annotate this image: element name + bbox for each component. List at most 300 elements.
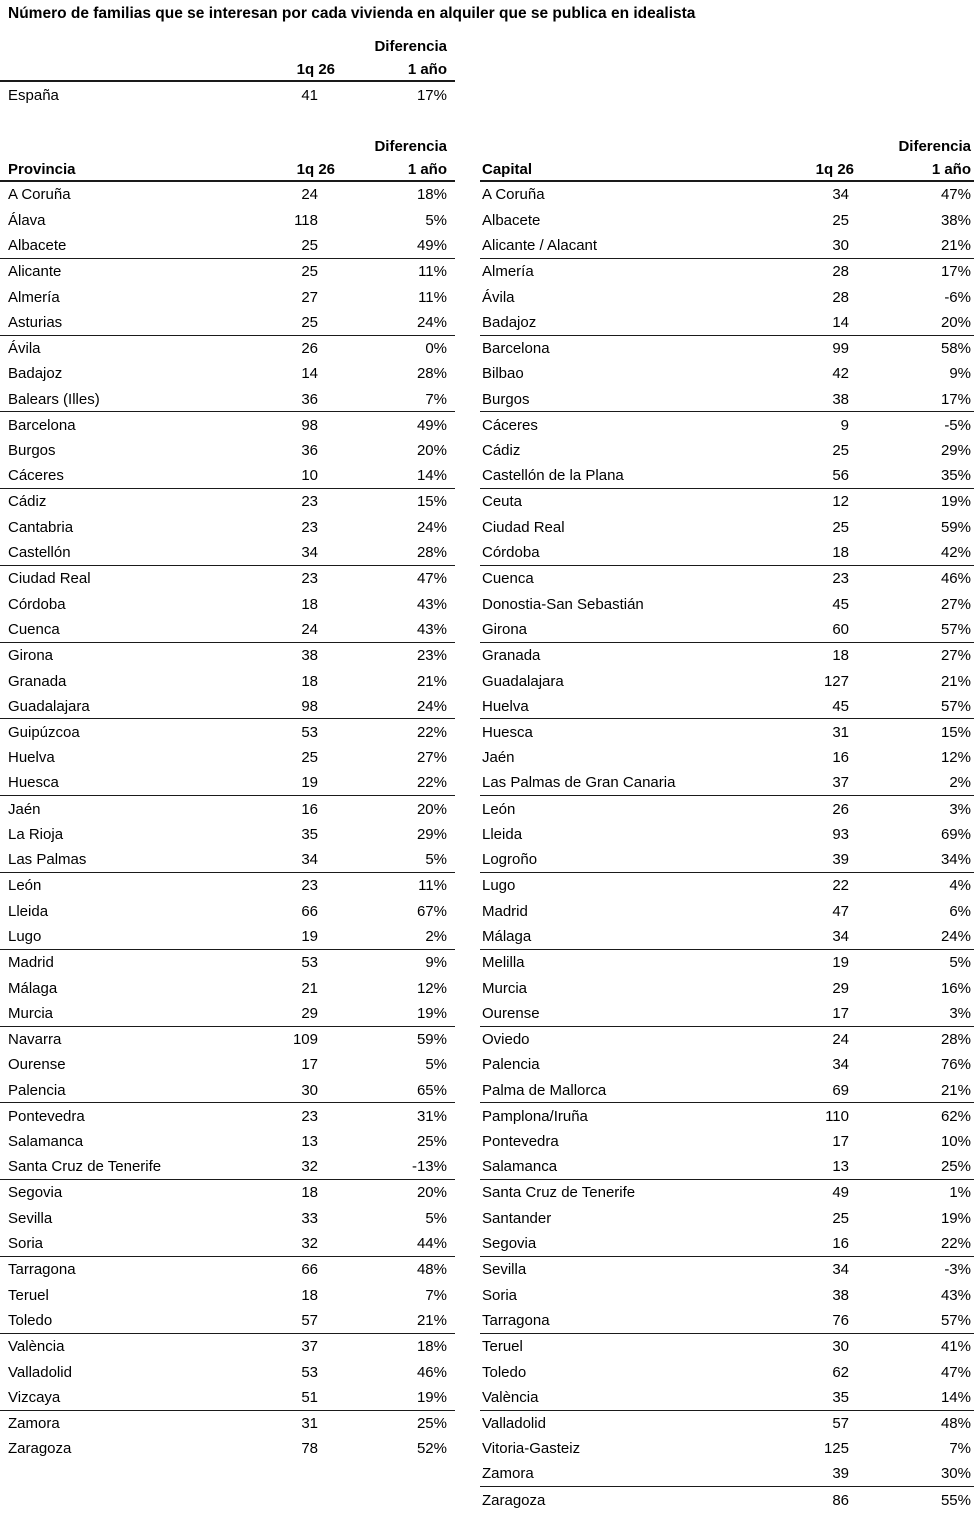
q-cell: 26 <box>832 800 849 818</box>
pct-cell: 43% <box>940 1286 971 1304</box>
pct-cell: 31% <box>416 1107 447 1125</box>
q-cell: 27 <box>301 288 318 306</box>
table-row <box>480 1257 974 1283</box>
name-cell: Córdoba <box>482 544 540 562</box>
name-cell: Guadalajara <box>482 672 564 690</box>
table-row <box>480 1155 974 1181</box>
q-cell: 34 <box>301 544 318 562</box>
capitales-table <box>480 134 974 1513</box>
q-cell: 110 <box>825 1107 849 1125</box>
q-cell: 18 <box>301 672 318 690</box>
table-row <box>0 873 455 899</box>
table-row <box>0 796 455 822</box>
table-row <box>480 592 974 618</box>
table-row <box>480 464 974 490</box>
pct-cell: 29% <box>416 826 447 844</box>
pct-cell: 46% <box>940 570 971 588</box>
q-cell: 53 <box>301 1363 318 1381</box>
table-row <box>0 847 455 873</box>
name-cell: Las Palmas <box>8 851 87 869</box>
provincias-body <box>0 182 455 1462</box>
q-cell: 35 <box>301 826 318 844</box>
name-cell: Cádiz <box>8 493 47 511</box>
name-cell: Alicante / Alacant <box>482 236 598 254</box>
table-row <box>480 233 974 259</box>
pct-cell: 28% <box>416 544 447 562</box>
q-cell: 56 <box>832 467 849 485</box>
name-cell: Ávila <box>8 339 41 357</box>
table-row <box>480 1308 974 1334</box>
q-cell: 18 <box>301 595 318 613</box>
pct-cell: 21% <box>940 672 971 690</box>
table-row <box>480 1180 974 1206</box>
name-cell: Palencia <box>482 1056 540 1074</box>
q-cell: 38 <box>301 646 318 664</box>
name-cell: Murcia <box>8 1004 54 1022</box>
table-row <box>480 1385 974 1411</box>
q-cell: 69 <box>832 1081 849 1099</box>
table-row <box>480 796 974 822</box>
q-cell: 23 <box>301 493 318 511</box>
name-cell: A Coruña <box>8 186 71 204</box>
diferencia-header: Diferencia <box>374 137 447 155</box>
q-cell: 39 <box>832 851 849 869</box>
table-row <box>480 387 974 413</box>
q-column-header: 1q 26 <box>296 160 335 178</box>
q-cell: 47 <box>832 902 849 920</box>
provincias-column-header-row <box>0 158 455 182</box>
q-cell: 99 <box>832 339 849 357</box>
table-row <box>0 1385 455 1411</box>
table-row <box>480 899 974 925</box>
table-row <box>0 566 455 592</box>
name-cell: Zaragoza <box>482 1491 546 1509</box>
pct-cell: 25% <box>416 1133 447 1151</box>
pct-cell: 27% <box>940 595 971 613</box>
name-cell: Oviedo <box>482 1030 530 1048</box>
name-cell: Soria <box>8 1235 44 1253</box>
table-row <box>0 592 455 618</box>
name-cell: Barcelona <box>482 339 550 357</box>
name-cell: Cáceres <box>482 416 538 434</box>
name-cell: León <box>482 800 516 818</box>
table-row <box>0 208 455 234</box>
pct-cell: 21% <box>940 236 971 254</box>
name-cell: Teruel <box>8 1286 49 1304</box>
name-cell: Segovia <box>8 1184 63 1202</box>
q-cell: 28 <box>832 288 849 306</box>
pct-cell: 17% <box>416 86 447 104</box>
table-row <box>480 1129 974 1155</box>
capitales-body <box>480 182 974 1513</box>
name-cell: Albacete <box>8 236 67 254</box>
pct-cell: 14% <box>940 1388 971 1406</box>
table-row <box>480 566 974 592</box>
pct-cell: 7% <box>949 1440 971 1458</box>
q-cell: 31 <box>832 723 849 741</box>
table-row <box>0 975 455 1001</box>
pct-cell: 17% <box>940 263 971 281</box>
q-cell: 23 <box>301 877 318 895</box>
table-row <box>480 694 974 720</box>
name-cell: Girona <box>482 620 528 638</box>
pct-cell: 2% <box>949 774 971 792</box>
q-cell: 25 <box>301 263 318 281</box>
pct-cell: 20% <box>416 442 447 460</box>
name-cell: Almería <box>482 263 534 281</box>
q-cell: 25 <box>832 1210 849 1228</box>
espana-diferencia-row <box>0 34 455 58</box>
q-cell: 24 <box>301 186 318 204</box>
name-cell: Pamplona/Iruña <box>482 1107 588 1125</box>
q-cell: 53 <box>301 954 318 972</box>
table-row <box>480 336 974 362</box>
q-cell: 30 <box>832 236 849 254</box>
table-row <box>480 745 974 771</box>
name-cell: Badajoz <box>8 365 63 383</box>
pct-cell: 52% <box>416 1440 447 1458</box>
name-cell: León <box>8 877 42 895</box>
q-cell: 13 <box>301 1133 318 1151</box>
q-cell: 127 <box>823 672 849 690</box>
pct-cell: 28% <box>940 1030 971 1048</box>
table-row <box>0 668 455 694</box>
name-cell: Ceuta <box>482 493 523 511</box>
name-cell: Murcia <box>482 979 528 997</box>
name-cell: Cuenca <box>482 570 534 588</box>
name-cell: Málaga <box>482 928 532 946</box>
table-row <box>0 284 455 310</box>
table-row <box>480 643 974 669</box>
name-cell: Madrid <box>482 902 528 920</box>
name-cell: Valladolid <box>482 1414 546 1432</box>
name-cell: Santa Cruz de Tenerife <box>482 1184 636 1202</box>
espana-body <box>0 82 455 108</box>
q-cell: 53 <box>301 723 318 741</box>
pct-cell: 20% <box>416 1184 447 1202</box>
pct-cell: 19% <box>416 1388 447 1406</box>
pct-cell: 48% <box>940 1414 971 1432</box>
table-row <box>0 1001 455 1027</box>
table-row <box>480 1206 974 1232</box>
pct-cell: 7% <box>425 390 447 408</box>
pct-cell: 48% <box>416 1261 447 1279</box>
q-cell: 18 <box>832 544 849 562</box>
q-cell: 18 <box>832 646 849 664</box>
name-cell: Santa Cruz de Tenerife <box>8 1158 162 1176</box>
q-cell: 98 <box>301 697 318 715</box>
pct-cell: 22% <box>940 1235 971 1253</box>
name-cell: Huelva <box>482 697 529 715</box>
q-cell: 60 <box>832 620 849 638</box>
table-row <box>0 1231 455 1257</box>
name-cell: Girona <box>8 646 54 664</box>
q-cell: 37 <box>832 774 849 792</box>
name-cell: Cáceres <box>8 467 64 485</box>
pct-cell: 62% <box>940 1107 971 1125</box>
pct-cell: 5% <box>425 851 447 869</box>
table-row <box>480 719 974 745</box>
q-cell: 35 <box>832 1388 849 1406</box>
name-cell: Badajoz <box>482 313 537 331</box>
table-row <box>0 489 455 515</box>
pct-cell: 69% <box>940 826 971 844</box>
table-row <box>480 822 974 848</box>
q-cell: 18 <box>301 1184 318 1202</box>
q-cell: 42 <box>832 365 849 383</box>
pct-cell: 5% <box>425 1210 447 1228</box>
pct-cell: -5% <box>944 416 971 434</box>
q-cell: 16 <box>301 800 318 818</box>
name-cell: Lleida <box>482 826 523 844</box>
pct-cell: 59% <box>416 1030 447 1048</box>
name-cell: Jaén <box>482 749 515 767</box>
name-cell: Navarra <box>8 1030 62 1048</box>
table-row <box>0 182 455 208</box>
q-cell: 86 <box>832 1491 849 1509</box>
q-cell: 76 <box>832 1311 849 1329</box>
name-cell: Jaén <box>8 800 41 818</box>
table-row <box>480 182 974 208</box>
name-cell: Granada <box>8 672 67 690</box>
pct-cell: 24% <box>416 519 447 537</box>
q-cell: 34 <box>832 928 849 946</box>
name-cell: Pontevedra <box>8 1107 85 1125</box>
q-cell: 41 <box>301 86 318 104</box>
name-cell: Toledo <box>482 1363 527 1381</box>
pct-cell: 58% <box>940 339 971 357</box>
q-cell: 19 <box>301 774 318 792</box>
name-cell: Córdoba <box>8 595 66 613</box>
q-cell: 78 <box>301 1440 318 1458</box>
pct-cell: 49% <box>416 416 447 434</box>
pct-cell: 20% <box>416 800 447 818</box>
pct-cell: 5% <box>425 1056 447 1074</box>
q-cell: 93 <box>832 826 849 844</box>
table-row <box>480 1436 974 1462</box>
pct-cell: 5% <box>425 211 447 229</box>
q-cell: 14 <box>301 365 318 383</box>
espana-table <box>0 34 455 108</box>
capital-column-header: Capital <box>482 160 533 178</box>
pct-cell: 47% <box>940 186 971 204</box>
pct-cell: 16% <box>940 979 971 997</box>
pct-cell: 6% <box>949 902 971 920</box>
table-row <box>0 1283 455 1309</box>
q-cell: 33 <box>301 1210 318 1228</box>
name-cell: Málaga <box>8 979 58 997</box>
pct-cell: 23% <box>416 646 447 664</box>
q-cell: 19 <box>832 954 849 972</box>
q-cell: 29 <box>301 1004 318 1022</box>
table-row <box>480 1283 974 1309</box>
table-row <box>0 515 455 541</box>
name-cell: Albacete <box>482 211 541 229</box>
table-row <box>0 1206 455 1232</box>
pct-cell: 15% <box>940 723 971 741</box>
pct-cell: -6% <box>944 288 971 306</box>
q-cell: 38 <box>832 390 849 408</box>
pct-cell: 11% <box>418 877 447 895</box>
table-row <box>0 950 455 976</box>
pct-cell: 3% <box>949 800 971 818</box>
table-row <box>0 387 455 413</box>
table-row <box>0 1411 455 1437</box>
name-cell: Castellón de la Plana <box>482 467 624 485</box>
pct-cell: 21% <box>416 1311 447 1329</box>
diferencia-header: Diferencia <box>374 37 447 55</box>
pct-cell: 47% <box>940 1363 971 1381</box>
table-row <box>480 1359 974 1385</box>
table-row <box>0 771 455 797</box>
name-cell: Lugo <box>482 877 516 895</box>
table-row <box>480 1334 974 1360</box>
name-cell: Toledo <box>8 1311 53 1329</box>
q-cell: 23 <box>301 570 318 588</box>
name-cell: Melilla <box>482 954 525 972</box>
pct-cell: 0% <box>425 339 447 357</box>
pct-cell: 11% <box>418 263 447 281</box>
table-row <box>0 1436 455 1462</box>
pct-cell: 22% <box>416 723 447 741</box>
pct-cell: 3% <box>949 1004 971 1022</box>
pct-cell: 11% <box>418 288 447 306</box>
name-cell: Lugo <box>8 928 42 946</box>
name-cell: Balears (Illes) <box>8 390 100 408</box>
q-cell: 24 <box>301 620 318 638</box>
table-row <box>0 259 455 285</box>
pct-cell: 22% <box>416 774 447 792</box>
q-cell: 32 <box>301 1235 318 1253</box>
table-row <box>480 489 974 515</box>
q-cell: 10 <box>301 467 318 485</box>
pct-cell: 42% <box>940 544 971 562</box>
pct-cell: 4% <box>949 877 971 895</box>
q-cell: 25 <box>832 442 849 460</box>
q-cell: 22 <box>832 877 849 895</box>
pct-cell: 57% <box>940 620 971 638</box>
name-cell: Guadalajara <box>8 697 90 715</box>
name-cell: Burgos <box>8 442 56 460</box>
name-cell: Ávila <box>482 288 515 306</box>
table-row <box>480 975 974 1001</box>
name-cell: España <box>8 86 59 104</box>
q-cell: 51 <box>301 1388 318 1406</box>
pct-cell: 24% <box>416 313 447 331</box>
pct-cell: 59% <box>940 519 971 537</box>
table-row <box>0 464 455 490</box>
pct-cell: 12% <box>940 749 971 767</box>
pct-cell: 19% <box>416 1004 447 1022</box>
pct-cell: -13% <box>411 1158 447 1176</box>
pct-cell: 76% <box>940 1056 971 1074</box>
q-cell: 23 <box>301 1107 318 1125</box>
pct-cell: 41% <box>940 1338 971 1356</box>
q-cell: 66 <box>301 902 318 920</box>
name-cell: Pontevedra <box>482 1133 559 1151</box>
name-cell: Valladolid <box>8 1363 72 1381</box>
q-cell: 37 <box>301 1338 318 1356</box>
name-cell: Zamora <box>482 1465 534 1483</box>
table-row <box>480 617 974 643</box>
name-cell: Lleida <box>8 902 49 920</box>
q-cell: 34 <box>832 186 849 204</box>
diferencia-header: Diferencia <box>898 137 971 155</box>
pct-cell: 18% <box>416 1338 447 1356</box>
q-cell: 57 <box>832 1414 849 1432</box>
table-row <box>480 847 974 873</box>
table-row <box>480 259 974 285</box>
pct-cell: 15% <box>416 493 447 511</box>
name-cell: Cádiz <box>482 442 521 460</box>
table-row <box>0 412 455 438</box>
name-cell: Cantabria <box>8 519 74 537</box>
pct-cell: 27% <box>416 749 447 767</box>
pct-cell: -3% <box>944 1261 971 1279</box>
table-row <box>0 1334 455 1360</box>
name-cell: València <box>482 1388 539 1406</box>
name-cell: Donostia-San Sebastián <box>482 595 644 613</box>
name-cell: Ciudad Real <box>482 519 565 537</box>
name-cell: Sevilla <box>8 1210 53 1228</box>
q-cell: 38 <box>832 1286 849 1304</box>
name-cell: Soria <box>482 1286 518 1304</box>
table-row <box>0 361 455 387</box>
pct-cell: 57% <box>940 1311 971 1329</box>
pct-cell: 25% <box>940 1158 971 1176</box>
q-cell: 13 <box>832 1158 849 1176</box>
q-cell: 9 <box>840 416 849 434</box>
q-cell: 23 <box>301 519 318 537</box>
table-row <box>480 1103 974 1129</box>
name-cell: Álava <box>8 211 46 229</box>
table-row <box>480 515 974 541</box>
pct-cell: 25% <box>416 1414 447 1432</box>
name-cell: Zaragoza <box>8 1440 72 1458</box>
pct-cell: 24% <box>416 697 447 715</box>
name-cell: Logroño <box>482 851 538 869</box>
pct-cell: 12% <box>416 979 447 997</box>
table-row <box>480 1027 974 1053</box>
pct-cell: 67% <box>416 902 447 920</box>
pct-cell: 29% <box>940 442 971 460</box>
name-cell: Madrid <box>8 954 54 972</box>
table-row <box>0 643 455 669</box>
table-row <box>480 668 974 694</box>
pct-cell: 2% <box>425 928 447 946</box>
provincias-diferencia-row <box>0 134 455 158</box>
table-row <box>0 694 455 720</box>
pct-cell: 38% <box>940 211 971 229</box>
pct-cell: 57% <box>940 697 971 715</box>
table-row <box>480 771 974 797</box>
table-row <box>0 1103 455 1129</box>
q-cell: 30 <box>301 1081 318 1099</box>
pct-cell: 55% <box>940 1491 971 1509</box>
capitales-diferencia-row <box>480 134 974 158</box>
name-cell: Ourense <box>8 1056 66 1074</box>
table-row <box>0 1257 455 1283</box>
name-cell: Castellón <box>8 544 71 562</box>
name-cell: Almería <box>8 288 60 306</box>
q-cell: 45 <box>832 595 849 613</box>
q-cell: 29 <box>832 979 849 997</box>
pct-cell: 21% <box>416 672 447 690</box>
table-row <box>480 950 974 976</box>
table-row <box>0 82 455 108</box>
table-row <box>480 1231 974 1257</box>
name-cell: Zamora <box>8 1414 60 1432</box>
